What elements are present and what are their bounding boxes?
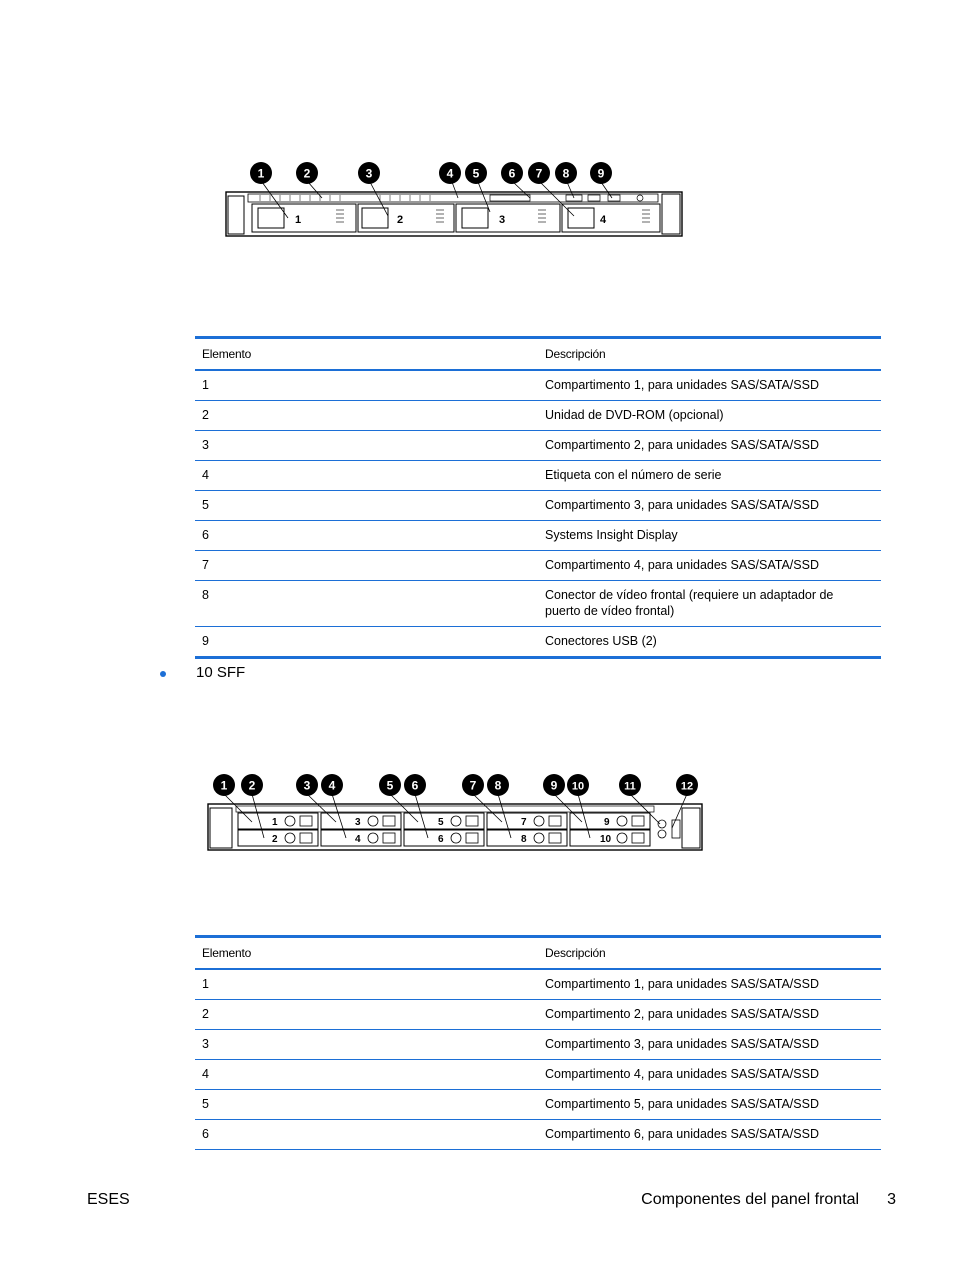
components-table-4lff [195, 336, 881, 659]
table-row [195, 627, 881, 658]
table-row [195, 521, 881, 551]
column-header: Descripción [538, 937, 881, 970]
bay-label: 1 [295, 214, 302, 226]
item-number: 2 [195, 1000, 538, 1030]
table-row [195, 370, 881, 401]
bay-label: 10 [600, 834, 612, 845]
callout-label: 8 [494, 778, 502, 793]
callout-label: 4 [446, 166, 454, 181]
front-panel-4lff-diagram [200, 150, 700, 250]
bay-label: 7 [521, 817, 527, 828]
callout-label: 1 [220, 778, 228, 793]
table-row [195, 461, 881, 491]
footer-section [641, 1191, 896, 1209]
item-number: 8 [195, 581, 538, 627]
callout-label: 7 [469, 778, 477, 793]
callout-label: 6 [508, 166, 516, 181]
bullet-dot [160, 671, 166, 677]
callout-label: 11 [624, 780, 636, 793]
table-row [195, 581, 881, 627]
bay-label: 2 [397, 214, 404, 226]
table-row [195, 1060, 881, 1090]
item-number: 3 [195, 1030, 538, 1060]
table-row [195, 1120, 881, 1150]
table-header-row [195, 937, 881, 970]
callout-label: 2 [248, 778, 256, 793]
bay-label: 4 [600, 214, 607, 226]
table-row [195, 551, 881, 581]
item-number: 4 [195, 461, 538, 491]
table-row [195, 969, 881, 1000]
column-header: Descripción [538, 338, 881, 371]
page-number: 3 [887, 1191, 896, 1208]
callout-label: 1 [257, 166, 265, 181]
item-description: Conectores USB (2) [545, 634, 657, 648]
item-number: 3 [195, 431, 538, 461]
components-table-10sff [195, 935, 881, 1150]
bullet-item-10sff [160, 664, 245, 681]
item-description: Compartimento 4, para unidades SAS/SATA/SSD [538, 1060, 881, 1090]
table-row [195, 1090, 881, 1120]
left-ear [210, 808, 232, 848]
callout-label: 8 [562, 166, 570, 181]
item-number: 1 [195, 370, 538, 401]
callout-label: 7 [535, 166, 543, 181]
callout-label: 4 [328, 778, 336, 793]
callout-label: 9 [597, 166, 605, 181]
item-description: Unidad de DVD-ROM (opcional) [538, 401, 881, 431]
bay-label: 3 [355, 817, 361, 828]
item-description: Compartimento 2, para unidades SAS/SATA/SSD [538, 1000, 881, 1030]
item-number: 5 [195, 1090, 538, 1120]
table-header-row [195, 338, 881, 371]
callout-label: 6 [411, 778, 419, 793]
column-header: Elemento [195, 338, 538, 371]
item-description: Compartimento 5, para unidades SAS/SATA/SSD [538, 1090, 881, 1120]
footer-section-title: Componentes del panel frontal [641, 1191, 860, 1208]
callout-label: 3 [365, 166, 373, 181]
callout-label: 5 [386, 778, 394, 793]
bay-label: 8 [521, 834, 527, 845]
item-description: Compartimento 3, para unidades SAS/SATA/SSD [538, 1030, 881, 1060]
item-number: 1 [195, 969, 538, 1000]
callout-label: 3 [303, 778, 311, 793]
callout-label: 5 [472, 166, 480, 181]
item-number: 6 [195, 521, 538, 551]
item-number: 2 [195, 401, 538, 431]
table-row [195, 1000, 881, 1030]
bay-label: 4 [355, 834, 361, 845]
item-description: Compartimento 3, para unidades SAS/SATA/SSD [538, 491, 881, 521]
front-panel-10sff-diagram [196, 768, 716, 858]
left-ear [228, 196, 244, 234]
item-number: 5 [195, 491, 538, 521]
bay-label: 9 [604, 817, 610, 828]
item-description: Compartimento 6, para unidades SAS/SATA/SSD [545, 1127, 819, 1141]
bay-label: 2 [272, 834, 278, 845]
item-description: Compartimento 1, para unidades SAS/SATA/SSD [538, 969, 881, 1000]
bullet-text: 10 SFF [196, 664, 246, 681]
bay-label: 5 [438, 817, 444, 828]
table-row [195, 1030, 881, 1060]
item-description: Compartimento 2, para unidades SAS/SATA/SSD [538, 431, 881, 461]
item-description: Compartimento 1, para unidades SAS/SATA/SSD [538, 370, 881, 401]
footer-locale: ESES [87, 1191, 130, 1208]
table-row [195, 401, 881, 431]
item-description: Systems Insight Display [538, 521, 881, 551]
item-description: Etiqueta con el número de serie [538, 461, 881, 491]
callout-label: 2 [303, 166, 311, 181]
bay-label: 6 [438, 834, 444, 845]
item-number: 9 [202, 634, 209, 648]
item-number: 7 [195, 551, 538, 581]
item-number: 6 [202, 1127, 209, 1141]
item-number: 4 [195, 1060, 538, 1090]
callout-label: 12 [680, 780, 694, 793]
column-header: Elemento [195, 937, 538, 970]
bay-label: 1 [272, 817, 278, 828]
right-ear [682, 808, 700, 848]
callout-label: 9 [550, 778, 558, 793]
callout-label: 10 [571, 780, 585, 793]
item-description: Conector de vídeo frontal (requiere un adaptador de puerto de vídeo frontal) [538, 581, 881, 627]
table-row [195, 431, 881, 461]
right-ear [662, 194, 680, 234]
item-description: Compartimento 4, para unidades SAS/SATA/SSD [538, 551, 881, 581]
table-row [195, 491, 881, 521]
bay-label: 3 [499, 214, 506, 226]
